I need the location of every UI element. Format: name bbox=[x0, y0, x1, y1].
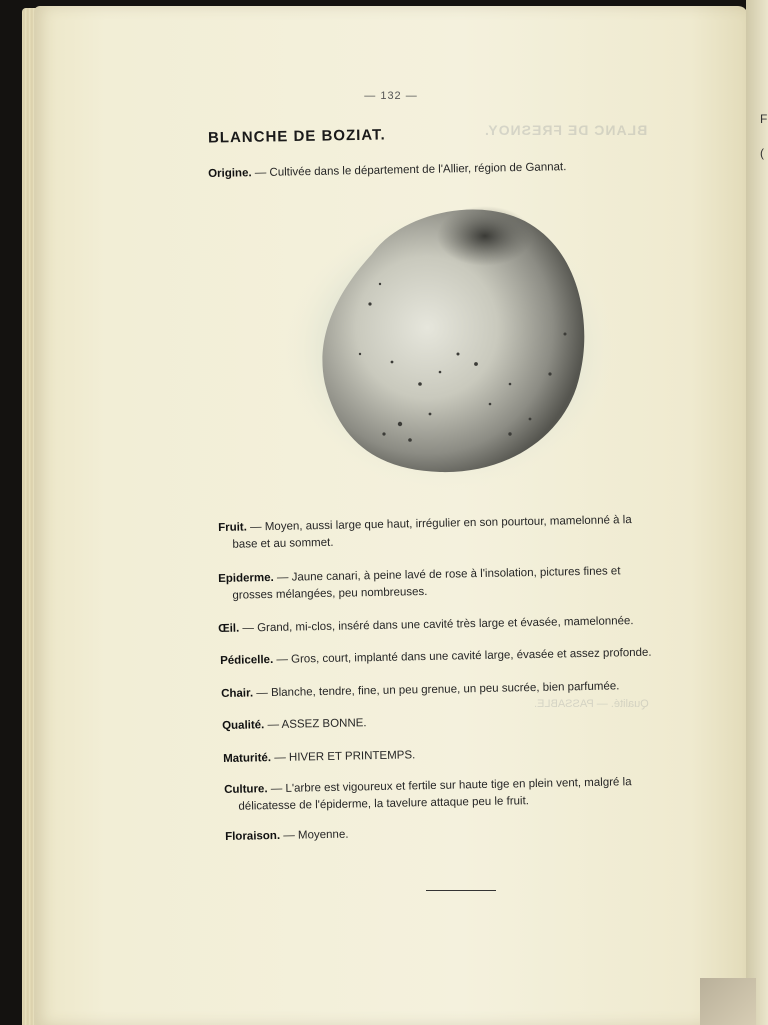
entry-label: Culture. bbox=[224, 783, 268, 796]
bleed-through-title: BLANC DE FRESNOY. bbox=[484, 122, 648, 138]
next-page-edge bbox=[746, 0, 768, 1025]
entry-label: Pédicelle. bbox=[220, 653, 274, 667]
entry-label: Œil. bbox=[218, 622, 240, 635]
entry-label: Qualité. bbox=[222, 719, 265, 732]
entry-qualite bbox=[222, 715, 367, 735]
corner-thumbnail bbox=[700, 978, 756, 1025]
apple-photo bbox=[280, 194, 620, 494]
entry-continuation: grosses mélangées, peu nombreuses. bbox=[232, 585, 428, 602]
entry-label: Fruit. bbox=[218, 521, 248, 534]
entry-text: — Gros, court, implanté dans une cavité large, évasée et assez profonde. bbox=[276, 646, 652, 666]
section-divider bbox=[426, 890, 496, 891]
next-page-letter: F bbox=[760, 112, 768, 126]
entry-text: — Jaune canari, à peine lavé de rose à l'insolation, pictures fines et bbox=[276, 565, 621, 584]
entry-text: — HIVER ET PRINTEMPS. bbox=[274, 749, 416, 765]
origin-label: Origine. bbox=[208, 167, 252, 180]
entry-text: — Grand, mi-clos, inséré dans une cavité très large et évasée, mamelonnée. bbox=[242, 615, 634, 635]
entry-continuation: base et au sommet. bbox=[232, 536, 334, 551]
entry-fruit bbox=[218, 512, 632, 554]
entry-text: — ASSEZ BONNE. bbox=[267, 717, 367, 732]
origin-text: — Cultivée dans le département de l'Allier, région de Gannat. bbox=[254, 161, 567, 180]
entry-label: Maturité. bbox=[223, 752, 272, 765]
page-title: BLANCHE DE BOZIAT. bbox=[207, 126, 386, 147]
bleed-through-text: Qualité. — PASSABLE. bbox=[534, 698, 649, 710]
entry-pedicelle bbox=[220, 645, 652, 670]
origin-line bbox=[208, 159, 567, 183]
entry-label: Floraison. bbox=[225, 829, 281, 843]
entry-culture bbox=[224, 774, 632, 816]
entry-label: Epiderme. bbox=[218, 571, 274, 585]
entry-label: Chair. bbox=[221, 687, 254, 700]
entry-epiderme bbox=[218, 563, 621, 605]
entry-text: — L'arbre est vigoureux et fertile sur haute tige en plein vent, malgré la bbox=[270, 776, 632, 796]
book-page bbox=[34, 6, 748, 1025]
page-number: — 132 — bbox=[364, 90, 418, 102]
entry-maturite bbox=[223, 747, 415, 768]
entry-continuation: délicatesse de l'épiderme, la tavelure attaque peu le fruit. bbox=[238, 795, 530, 813]
fruit-illustration bbox=[280, 194, 620, 494]
entry-text: — Moyenne. bbox=[283, 828, 349, 842]
next-page-letter: ( bbox=[760, 146, 764, 160]
entry-oeil bbox=[218, 613, 634, 638]
entry-floraison bbox=[225, 827, 349, 846]
entry-text: — Blanche, tendre, fine, un peu grenue, un peu sucrée, bien parfumée. bbox=[256, 680, 620, 700]
entry-text: — Moyen, aussi large que haut, irrégulier en son pourtour, mamelonné à la bbox=[249, 514, 632, 534]
